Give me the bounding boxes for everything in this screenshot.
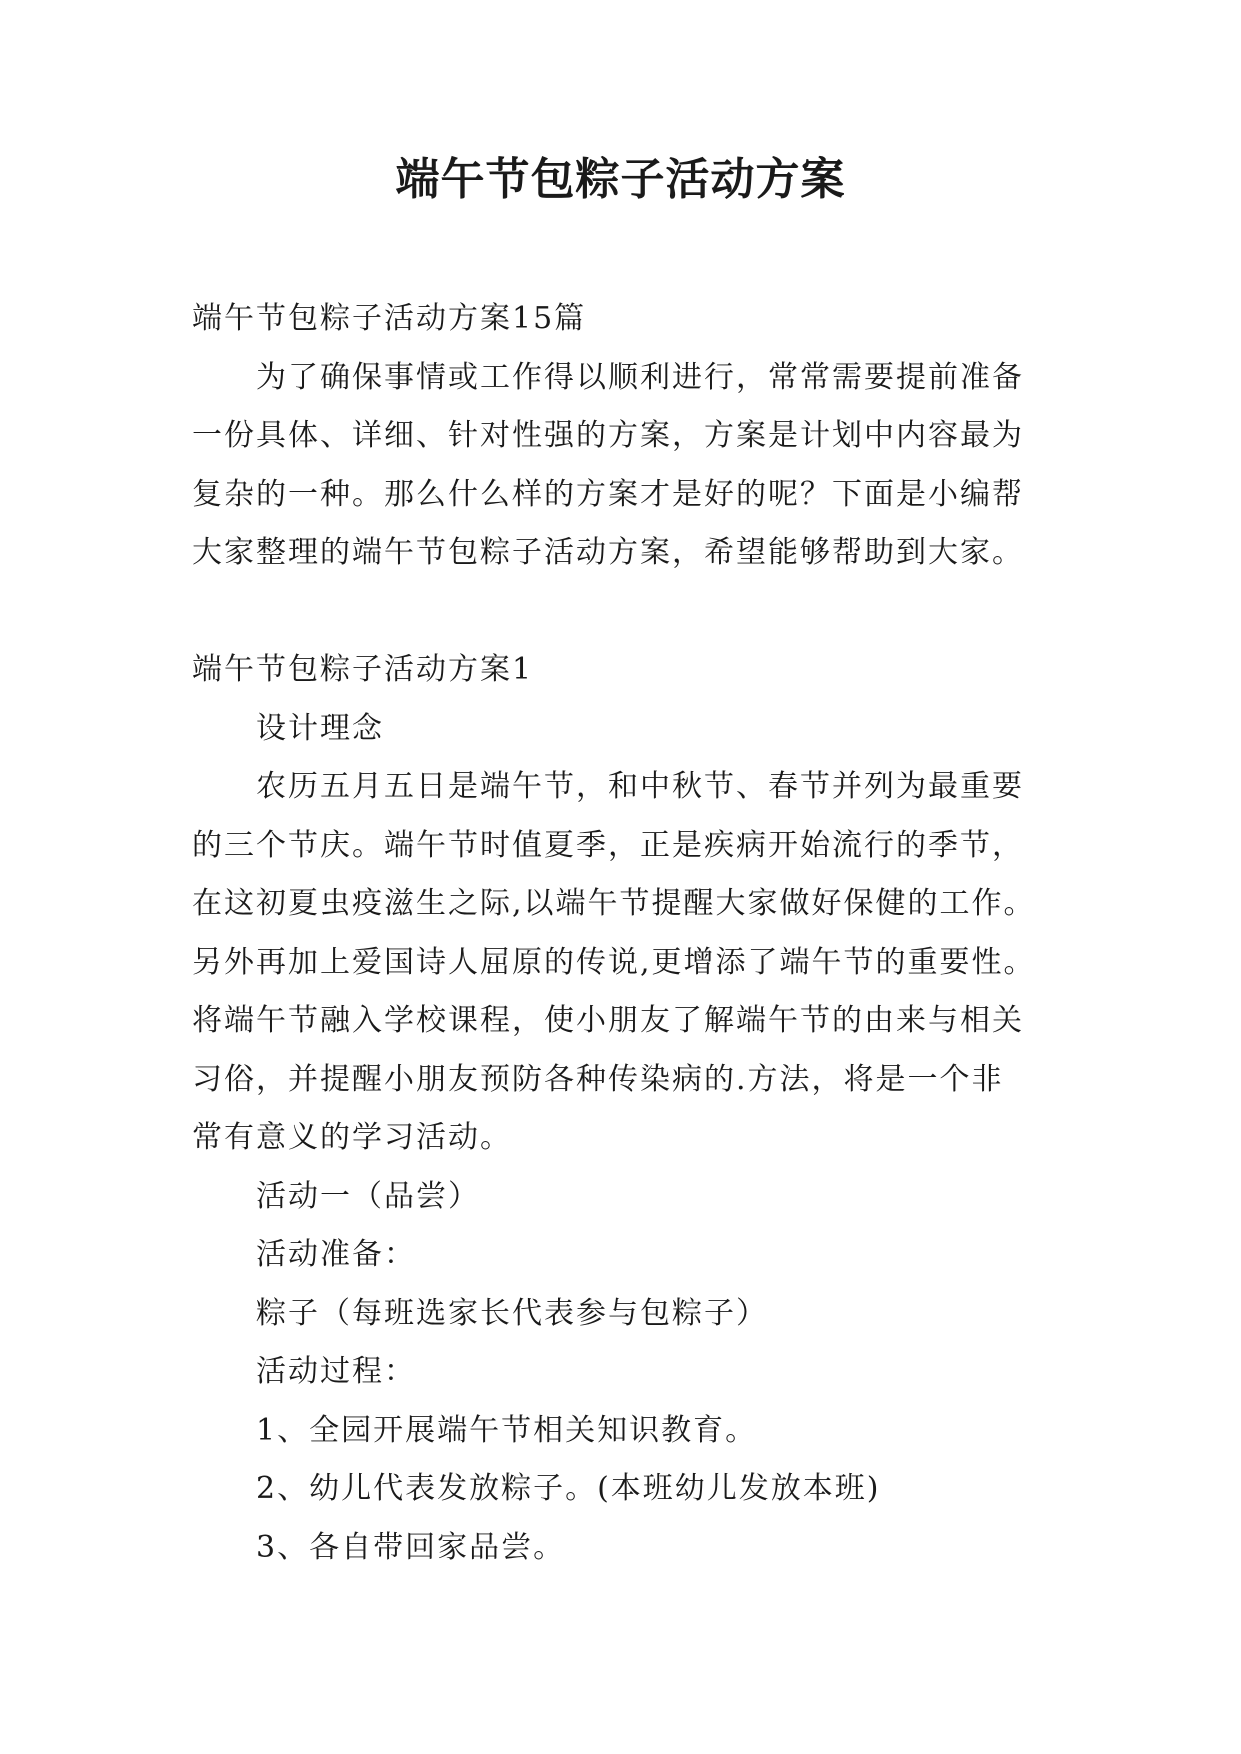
section-heading: 端午节包粽子活动方案1 <box>192 652 534 687</box>
design-line-7: 常有意义的学习活动。 <box>192 1120 512 1155</box>
activity-title: 活动一（品尝） <box>256 1178 480 1214</box>
activity-step-1: 1、全园开展端午节相关知识教育。 <box>256 1412 758 1448</box>
design-line-2: 的三个节庆。端午节时值夏季，正是疾病开始流行的季节， <box>192 827 1024 863</box>
intro-line-4: 大家整理的端午节包粽子活动方案，希望能够帮助到大家。 <box>192 535 1024 570</box>
subtitle: 端午节包粽子活动方案15篇 <box>192 301 587 336</box>
intro-line-2: 一份具体、详细、针对性强的方案，方案是计划中内容最为 <box>192 418 1024 453</box>
intro-line-1: 为了确保事情或工作得以顺利进行，常常需要提前准备 <box>256 359 1024 395</box>
activity-process-heading: 活动过程： <box>256 1354 416 1389</box>
activity-prep-heading: 活动准备： <box>256 1237 416 1272</box>
design-line-6: 习俗，并提醒小朋友预防各种传染病的.方法，将是一个非 <box>192 1061 1004 1097</box>
activity-prep-item: 粽子（每班选家长代表参与包粽子） <box>256 1295 768 1331</box>
activity-step-3: 3、各自带回家品尝。 <box>256 1529 566 1565</box>
design-line-3: 在这初夏虫疫滋生之际,以端午节提醒大家做好保健的工作。 <box>192 886 1036 921</box>
document-body <box>192 290 1054 1577</box>
design-line-5: 将端午节融入学校课程，使小朋友了解端午节的由来与相关 <box>192 1003 1024 1038</box>
activity-step-2: 2、幼儿代表发放粽子。(本班幼儿发放本班) <box>256 1471 881 1506</box>
design-line-1: 农历五月五日是端午节，和中秋节、春节并列为最重要 <box>256 769 1024 804</box>
document-title: 端午节包粽子活动方案 <box>395 154 846 205</box>
design-heading: 设计理念 <box>256 710 384 746</box>
paragraph-gap <box>192 583 1054 642</box>
intro-line-3: 复杂的一种。那么什么样的方案才是好的呢？下面是小编帮 <box>192 476 1024 512</box>
design-line-4: 另外再加上爱国诗人屈原的传说,更增添了端午节的重要性。 <box>192 944 1036 980</box>
